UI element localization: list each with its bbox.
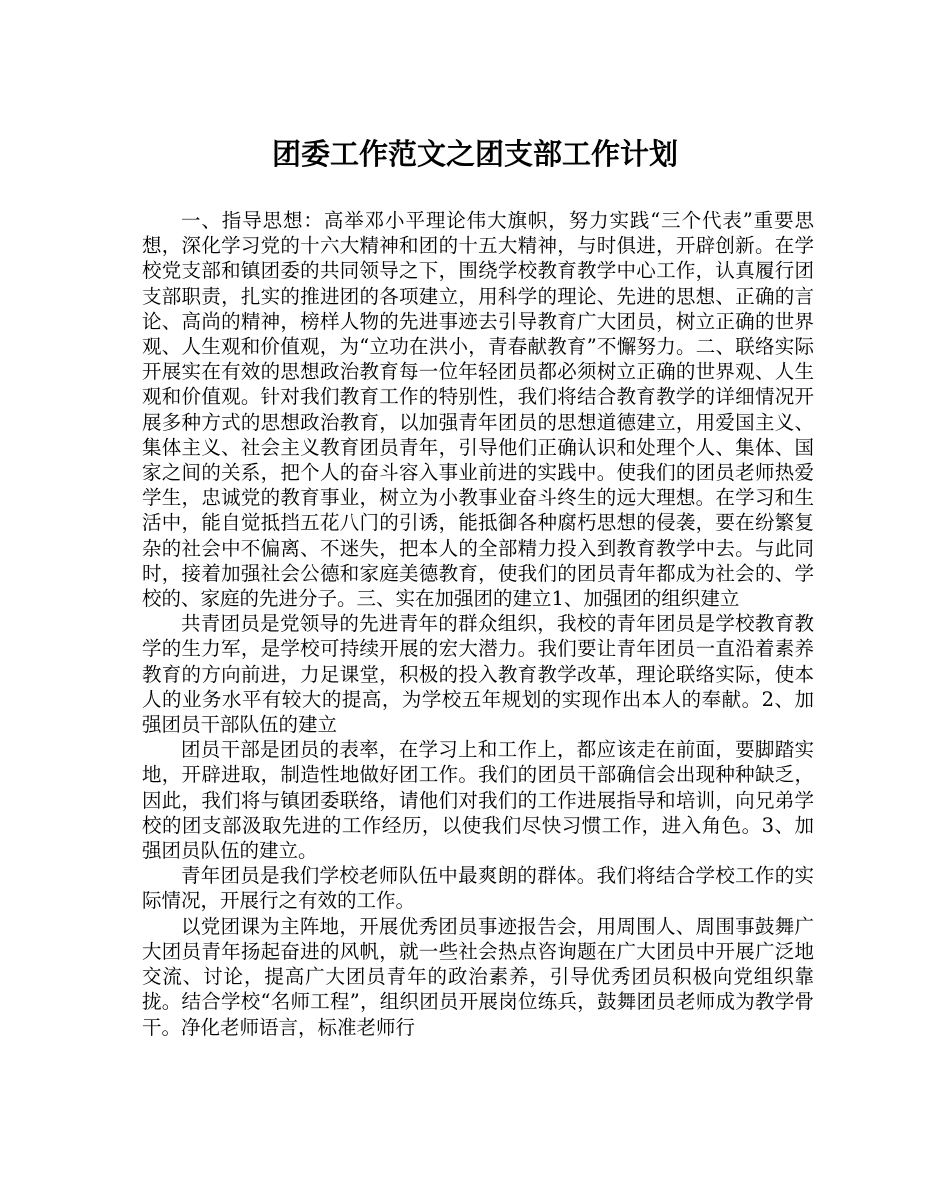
paragraph-league-cadres: 团员干部是团员的表率，在学习上和工作上，都应该走在前面，要脚踏实地，开辟进取，制造性地做好团工作。我们的团员干部确信会出现种种缺乏，因此，我们将与镇团委联络，请他们对我们的工作进展指导和培训，向兄弟学校的团支部汲取先进的工作经历，以使我们尽快习惯工作，进入角色。3、加强团员队伍的建立。 (142, 738, 814, 863)
paragraph-party-league-class: 以党团课为主阵地，开展优秀团员事迹报告会，用周围人、周围事鼓舞广大团员青年扬起奋进的风帆，就一些社会热点咨询题在广大团员中开展广泛地交流、讨论，提高广大团员青年的政治素养，引导优秀团员积极向党组织靠拢。结合学校“名师工程”，组织团员开展岗位练兵，鼓舞团员老师成为教学骨干。净化老师语言，标准老师行 (142, 914, 814, 1039)
document-body (142, 208, 814, 1040)
paragraph-league-members: 共青团员是党领导的先进青年的群众组织，我校的青年团员是学校教育教学的生力军，是学校可持续开展的宏大潜力。我们要让青年团员一直沿着素养教育的方向前进，力足课堂，积极的投入教育教学改革，理论联络实际，使本人的业务水平有较大的提高，为学校五年规划的实现作出本人的奉献。2、加强团员干部队伍的建立 (142, 612, 814, 737)
document-title: 团委工作范文之团支部工作计划 (271, 137, 678, 171)
paragraph-guiding-ideology: 一、指导思想：高举邓小平理论伟大旗帜，努力实践“三个代表”重要思想，深化学习党的十六大精神和团的十五大精神，与时俱进，开辟创新。在学校党支部和镇团委的共同领导之下，围绕学校教育教学中心工作，认真履行团支部职责，扎实的推进团的各项建立，用科学的理论、先进的思想、正确的言论、高尚的精神，榜样人物的先进事迹去引导教育广大团员，树立正确的世界观、人生观和价值观，为“立功在洪小，青春献教育”不懈努力。二、联络实际开展实在有效的思想政治教育每一位年轻团员都必须树立正确的世界观、人生观和价值观。针对我们教育工作的特别性，我们将结合教育教学的详细情况开展多种方式的思想政治教育，以加强青年团员的思想道德建立，用爱国主义、集体主义、社会主义教育团员青年，引导他们正确认识和处理个人、集体、国家之间的关系，把个人的奋斗容入事业前进的实践中。使我们的团员老师热爱学生，忠诚党的教育事业，树立为小教事业奋斗终生的远大理想。在学习和生活中，能自觉抵挡五花八门的引诱，能抵御各种腐朽思想的侵袭，要在纷繁复杂的社会中不偏离、不迷失，把本人的全部精力投入到教育教学中去。与此同时，接着加强社会公德和家庭美德教育，使我们的团员青年都成为社会的、学校的、家庭的先进分子。三、实在加强团的建立1、加强团的组织建立 (142, 209, 814, 611)
paragraph-young-members: 青年团员是我们学校老师队伍中最爽朗的群体。我们将结合学校工作的实际情况，开展行之有效的工作。 (142, 864, 814, 913)
